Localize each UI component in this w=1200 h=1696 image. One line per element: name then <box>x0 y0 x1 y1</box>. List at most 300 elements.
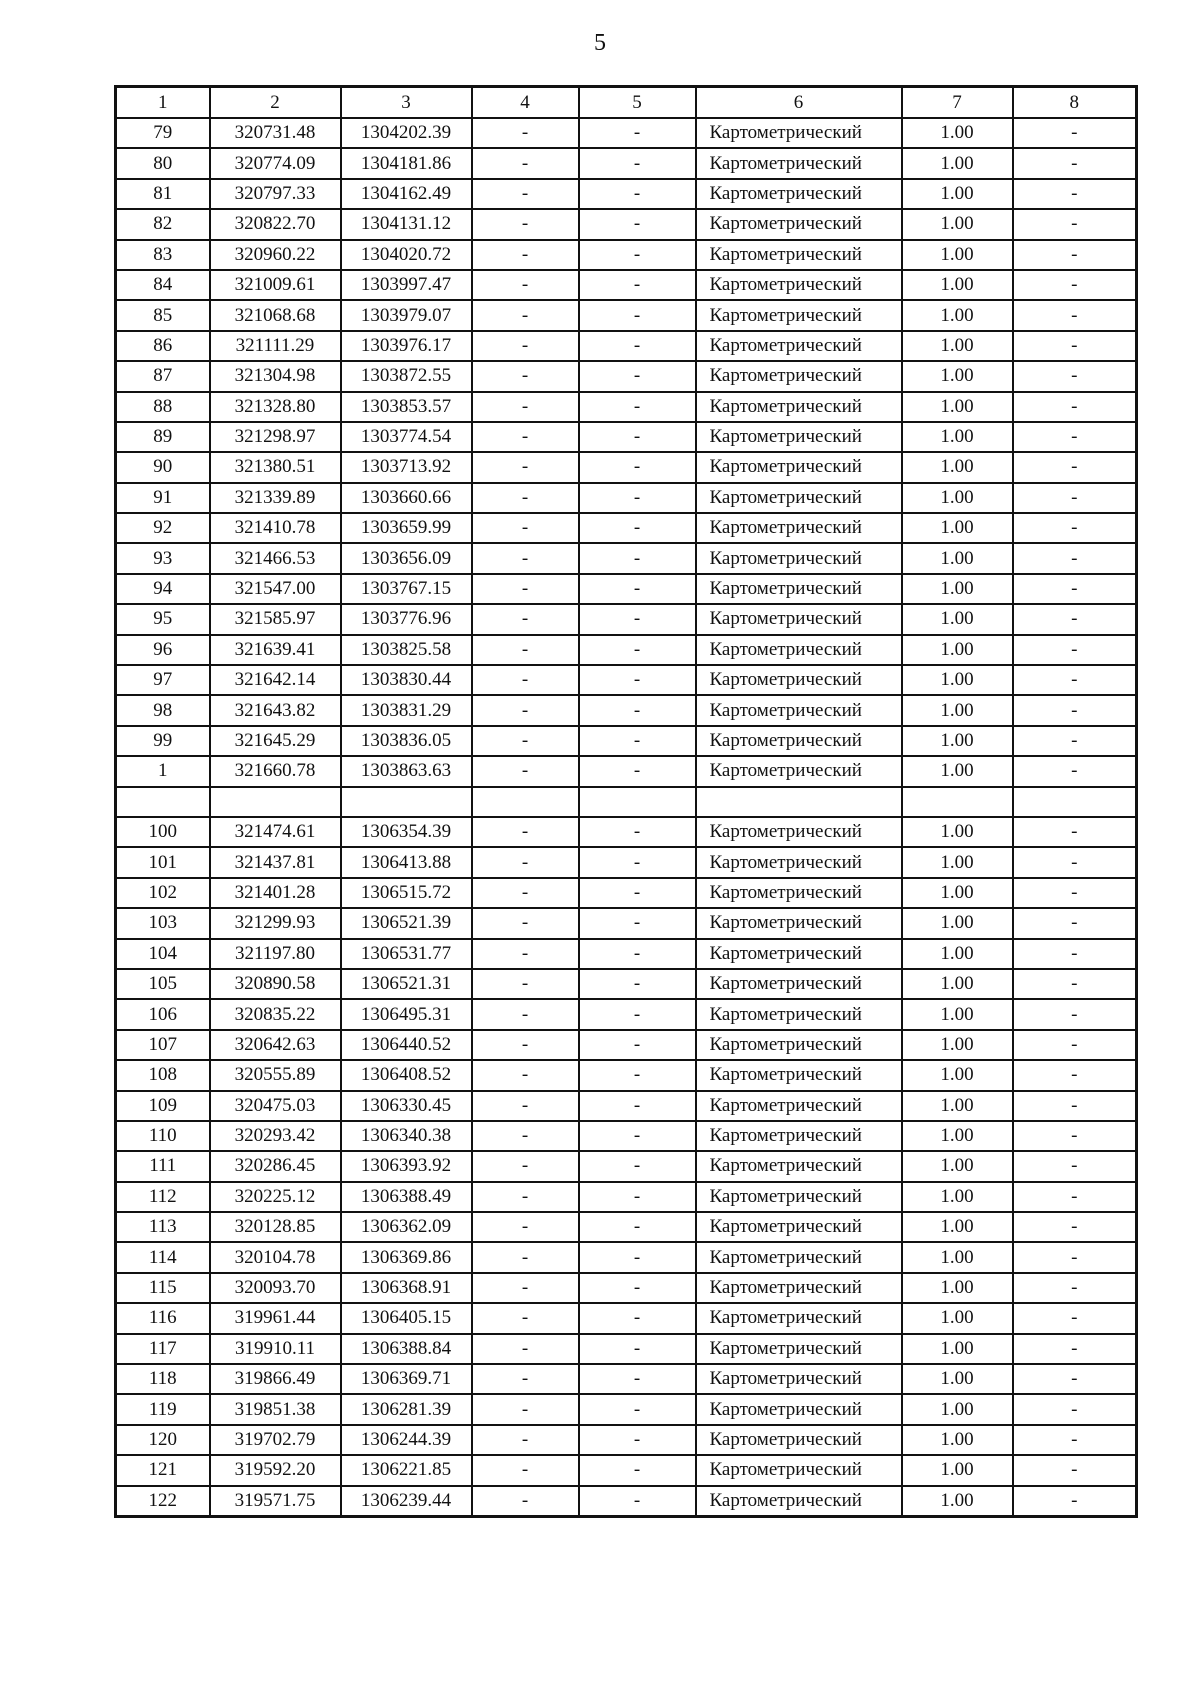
x-coordinate-cell: 321401.28 <box>210 878 341 908</box>
accuracy-cell: 1.00 <box>902 483 1013 513</box>
col-8-cell: - <box>1013 1394 1137 1424</box>
col-8-cell <box>1013 787 1137 817</box>
point-number-cell: 115 <box>116 1273 210 1303</box>
table-row <box>116 939 1137 969</box>
x-coordinate-cell: 320475.03 <box>210 1091 341 1121</box>
method-cell: Картометрический <box>696 908 902 938</box>
table-row <box>116 1151 1137 1181</box>
y-coordinate-cell: 1303774.54 <box>341 422 472 452</box>
coordinates-table <box>114 85 1138 1518</box>
method-cell: Картометрический <box>696 1273 902 1303</box>
col-8-cell: - <box>1013 392 1137 422</box>
accuracy-cell: 1.00 <box>902 422 1013 452</box>
table-row <box>116 1273 1137 1303</box>
table-row <box>116 513 1137 543</box>
accuracy-cell: 1.00 <box>902 1182 1013 1212</box>
y-coordinate-cell: 1304181.86 <box>341 148 472 178</box>
method-cell: Картометрический <box>696 999 902 1029</box>
table-row <box>116 817 1137 847</box>
method-cell <box>696 787 902 817</box>
col-4-cell: - <box>472 543 579 573</box>
x-coordinate-cell: 320835.22 <box>210 999 341 1029</box>
point-number-cell: 118 <box>116 1364 210 1394</box>
col-8-cell: - <box>1013 118 1137 148</box>
y-coordinate-cell: 1303776.96 <box>341 604 472 634</box>
y-coordinate-cell: 1306369.86 <box>341 1242 472 1272</box>
col-8-cell: - <box>1013 452 1137 482</box>
col-5-cell: - <box>579 665 696 695</box>
method-cell: Картометрический <box>696 1121 902 1151</box>
accuracy-cell: 1.00 <box>902 604 1013 634</box>
method-cell: Картометрический <box>696 1394 902 1424</box>
point-number-cell: 95 <box>116 604 210 634</box>
table-row <box>116 635 1137 665</box>
x-coordinate-cell: 321585.97 <box>210 604 341 634</box>
table-row <box>116 665 1137 695</box>
table-row <box>116 695 1137 725</box>
y-coordinate-cell: 1306388.49 <box>341 1182 472 1212</box>
table-row <box>116 908 1137 938</box>
y-coordinate-cell: 1303659.99 <box>341 513 472 543</box>
point-number-cell <box>116 787 210 817</box>
x-coordinate-cell: 321410.78 <box>210 513 341 543</box>
col-4-cell: - <box>472 483 579 513</box>
col-8-cell: - <box>1013 999 1137 1029</box>
point-number-cell: 116 <box>116 1303 210 1333</box>
y-coordinate-cell: 1306388.84 <box>341 1334 472 1364</box>
coordinates-table-container <box>114 85 1138 1518</box>
method-cell: Картометрический <box>696 878 902 908</box>
x-coordinate-cell: 320286.45 <box>210 1151 341 1181</box>
col-8-cell: - <box>1013 331 1137 361</box>
table-row <box>116 118 1137 148</box>
accuracy-cell: 1.00 <box>902 635 1013 665</box>
col-8-cell: - <box>1013 1212 1137 1242</box>
point-number-cell: 100 <box>116 817 210 847</box>
col-4-header: 4 <box>472 87 579 119</box>
col-4-cell: - <box>472 1334 579 1364</box>
table-row <box>116 878 1137 908</box>
x-coordinate-cell: 320104.78 <box>210 1242 341 1272</box>
col-5-cell <box>579 787 696 817</box>
y-coordinate-cell: 1303656.09 <box>341 543 472 573</box>
point-number-cell: 112 <box>116 1182 210 1212</box>
table-row <box>116 543 1137 573</box>
method-cell: Картометрический <box>696 331 902 361</box>
table-row <box>116 1242 1137 1272</box>
col-5-cell: - <box>579 1425 696 1455</box>
method-cell: Картометрический <box>696 817 902 847</box>
col-3-header: 3 <box>341 87 472 119</box>
table-row <box>116 1394 1137 1424</box>
x-coordinate-cell: 321639.41 <box>210 635 341 665</box>
x-coordinate-cell: 320093.70 <box>210 1273 341 1303</box>
point-number-cell: 81 <box>116 179 210 209</box>
col-5-cell: - <box>579 1273 696 1303</box>
col-5-cell: - <box>579 422 696 452</box>
col-5-cell: - <box>579 361 696 391</box>
y-coordinate-cell: 1306362.09 <box>341 1212 472 1242</box>
col-5-cell: - <box>579 908 696 938</box>
col-5-cell: - <box>579 1030 696 1060</box>
x-coordinate-cell: 320642.63 <box>210 1030 341 1060</box>
accuracy-cell: 1.00 <box>902 1364 1013 1394</box>
table-row <box>116 787 1137 817</box>
col-4-cell: - <box>472 604 579 634</box>
table-row <box>116 1182 1137 1212</box>
method-cell: Картометрический <box>696 574 902 604</box>
col-4-cell: - <box>472 665 579 695</box>
col-8-cell: - <box>1013 1121 1137 1151</box>
col-5-cell: - <box>579 1060 696 1090</box>
x-coordinate-cell: 320731.48 <box>210 118 341 148</box>
method-cell: Картометрический <box>696 1030 902 1060</box>
method-cell: Картометрический <box>696 361 902 391</box>
accuracy-cell: 1.00 <box>902 1030 1013 1060</box>
y-coordinate-cell: 1306340.38 <box>341 1121 472 1151</box>
point-number-cell: 89 <box>116 422 210 452</box>
accuracy-cell: 1.00 <box>902 756 1013 786</box>
point-number-cell: 96 <box>116 635 210 665</box>
table-header-row <box>116 87 1137 119</box>
accuracy-cell: 1.00 <box>902 1394 1013 1424</box>
method-cell: Картометрический <box>696 756 902 786</box>
col-4-cell: - <box>472 1182 579 1212</box>
col-5-cell: - <box>579 1242 696 1272</box>
x-coordinate-cell: 320774.09 <box>210 148 341 178</box>
point-number-cell: 105 <box>116 969 210 999</box>
table-row <box>116 847 1137 877</box>
method-cell: Картометрический <box>696 1060 902 1090</box>
col-5-cell: - <box>579 604 696 634</box>
col-5-cell: - <box>579 635 696 665</box>
page-number: 5 <box>594 30 606 56</box>
col-5-cell: - <box>579 1486 696 1517</box>
table-row <box>116 1425 1137 1455</box>
point-number-cell: 109 <box>116 1091 210 1121</box>
col-4-cell: - <box>472 695 579 725</box>
x-coordinate-cell: 321642.14 <box>210 665 341 695</box>
col-5-cell: - <box>579 513 696 543</box>
col-1-header: 1 <box>116 87 210 119</box>
point-number-cell: 97 <box>116 665 210 695</box>
col-4-cell: - <box>472 939 579 969</box>
col-8-cell: - <box>1013 1273 1137 1303</box>
col-5-cell: - <box>579 817 696 847</box>
accuracy-cell: 1.00 <box>902 452 1013 482</box>
y-coordinate-cell: 1306408.52 <box>341 1060 472 1090</box>
col-4-cell: - <box>472 179 579 209</box>
method-cell: Картометрический <box>696 969 902 999</box>
col-5-cell: - <box>579 1334 696 1364</box>
y-coordinate-cell: 1306405.15 <box>341 1303 472 1333</box>
x-coordinate-cell: 321380.51 <box>210 452 341 482</box>
table-row <box>116 999 1137 1029</box>
col-4-cell: - <box>472 726 579 756</box>
x-coordinate-cell: 321437.81 <box>210 847 341 877</box>
col-8-cell: - <box>1013 756 1137 786</box>
y-coordinate-cell: 1303713.92 <box>341 452 472 482</box>
x-coordinate-cell: 321328.80 <box>210 392 341 422</box>
table-row <box>116 756 1137 786</box>
table-row <box>116 392 1137 422</box>
y-coordinate-cell: 1306330.45 <box>341 1091 472 1121</box>
table-row <box>116 969 1137 999</box>
method-cell: Картометрический <box>696 1182 902 1212</box>
method-cell: Картометрический <box>696 1486 902 1517</box>
col-8-cell: - <box>1013 1182 1137 1212</box>
point-number-cell: 108 <box>116 1060 210 1090</box>
col-4-cell: - <box>472 270 579 300</box>
y-coordinate-cell: 1303979.07 <box>341 300 472 330</box>
col-4-cell: - <box>472 1303 579 1333</box>
col-8-cell: - <box>1013 209 1137 239</box>
table-row <box>116 300 1137 330</box>
method-cell: Картометрический <box>696 604 902 634</box>
accuracy-cell: 1.00 <box>902 1060 1013 1090</box>
col-8-cell: - <box>1013 726 1137 756</box>
col-5-cell: - <box>579 999 696 1029</box>
y-coordinate-cell: 1306413.88 <box>341 847 472 877</box>
x-coordinate-cell <box>210 787 341 817</box>
method-cell: Картометрический <box>696 240 902 270</box>
col-5-cell: - <box>579 1182 696 1212</box>
accuracy-cell: 1.00 <box>902 695 1013 725</box>
point-number-cell: 101 <box>116 847 210 877</box>
x-coordinate-cell: 321068.68 <box>210 300 341 330</box>
point-number-cell: 119 <box>116 1394 210 1424</box>
accuracy-cell: 1.00 <box>902 543 1013 573</box>
x-coordinate-cell: 320797.33 <box>210 179 341 209</box>
col-8-cell: - <box>1013 574 1137 604</box>
point-number-cell: 82 <box>116 209 210 239</box>
x-coordinate-cell: 319702.79 <box>210 1425 341 1455</box>
y-coordinate-cell: 1303997.47 <box>341 270 472 300</box>
col-5-cell: - <box>579 847 696 877</box>
col-4-cell: - <box>472 1273 579 1303</box>
table-row <box>116 1212 1137 1242</box>
accuracy-cell: 1.00 <box>902 939 1013 969</box>
col-4-cell: - <box>472 1212 579 1242</box>
col-5-cell: - <box>579 1212 696 1242</box>
x-coordinate-cell: 321645.29 <box>210 726 341 756</box>
method-cell: Картометрический <box>696 665 902 695</box>
point-number-cell: 92 <box>116 513 210 543</box>
col-4-cell: - <box>472 361 579 391</box>
accuracy-cell: 1.00 <box>902 665 1013 695</box>
y-coordinate-cell: 1306521.39 <box>341 908 472 938</box>
col-5-cell: - <box>579 574 696 604</box>
point-number-cell: 113 <box>116 1212 210 1242</box>
col-5-cell: - <box>579 148 696 178</box>
y-coordinate-cell: 1306393.92 <box>341 1151 472 1181</box>
col-4-cell: - <box>472 1425 579 1455</box>
method-cell: Картометрический <box>696 513 902 543</box>
col-8-cell: - <box>1013 1334 1137 1364</box>
col-4-cell: - <box>472 1151 579 1181</box>
x-coordinate-cell: 321474.61 <box>210 817 341 847</box>
table-row <box>116 452 1137 482</box>
accuracy-cell: 1.00 <box>902 1212 1013 1242</box>
col-8-cell: - <box>1013 1060 1137 1090</box>
x-coordinate-cell: 321547.00 <box>210 574 341 604</box>
col-4-cell: - <box>472 209 579 239</box>
table-row <box>116 1364 1137 1394</box>
col-2-header: 2 <box>210 87 341 119</box>
method-cell: Картометрический <box>696 422 902 452</box>
col-8-cell: - <box>1013 908 1137 938</box>
accuracy-cell: 1.00 <box>902 1242 1013 1272</box>
accuracy-cell: 1.00 <box>902 847 1013 877</box>
col-8-cell: - <box>1013 1030 1137 1060</box>
col-8-cell: - <box>1013 847 1137 877</box>
y-coordinate-cell: 1306244.39 <box>341 1425 472 1455</box>
col-8-cell: - <box>1013 361 1137 391</box>
table-row <box>116 148 1137 178</box>
x-coordinate-cell: 320822.70 <box>210 209 341 239</box>
y-coordinate-cell: 1303836.05 <box>341 726 472 756</box>
col-8-cell: - <box>1013 969 1137 999</box>
col-8-cell: - <box>1013 817 1137 847</box>
table-row <box>116 1091 1137 1121</box>
method-cell: Картометрический <box>696 635 902 665</box>
accuracy-cell: 1.00 <box>902 1273 1013 1303</box>
col-5-cell: - <box>579 179 696 209</box>
col-8-cell: - <box>1013 1425 1137 1455</box>
col-8-cell: - <box>1013 1242 1137 1272</box>
point-number-cell: 106 <box>116 999 210 1029</box>
col-5-header: 5 <box>579 87 696 119</box>
x-coordinate-cell: 319571.75 <box>210 1486 341 1517</box>
method-cell: Картометрический <box>696 1212 902 1242</box>
y-coordinate-cell: 1303976.17 <box>341 331 472 361</box>
x-coordinate-cell: 319866.49 <box>210 1364 341 1394</box>
accuracy-cell: 1.00 <box>902 817 1013 847</box>
method-cell: Картометрический <box>696 1334 902 1364</box>
col-5-cell: - <box>579 756 696 786</box>
col-4-cell: - <box>472 422 579 452</box>
point-number-cell: 85 <box>116 300 210 330</box>
accuracy-cell: 1.00 <box>902 148 1013 178</box>
point-number-cell: 94 <box>116 574 210 604</box>
col-5-cell: - <box>579 1364 696 1394</box>
col-4-cell: - <box>472 999 579 1029</box>
x-coordinate-cell: 319961.44 <box>210 1303 341 1333</box>
y-coordinate-cell: 1306531.77 <box>341 939 472 969</box>
col-6-header: 6 <box>696 87 902 119</box>
col-4-cell: - <box>472 1455 579 1485</box>
accuracy-cell: 1.00 <box>902 726 1013 756</box>
y-coordinate-cell: 1306239.44 <box>341 1486 472 1517</box>
col-5-cell: - <box>579 1394 696 1424</box>
point-number-cell: 93 <box>116 543 210 573</box>
accuracy-cell: 1.00 <box>902 1091 1013 1121</box>
point-number-cell: 88 <box>116 392 210 422</box>
col-8-cell: - <box>1013 179 1137 209</box>
method-cell: Картометрический <box>696 118 902 148</box>
point-number-cell: 83 <box>116 240 210 270</box>
col-8-cell: - <box>1013 695 1137 725</box>
x-coordinate-cell: 320890.58 <box>210 969 341 999</box>
point-number-cell: 98 <box>116 695 210 725</box>
x-coordinate-cell: 320128.85 <box>210 1212 341 1242</box>
table-row <box>116 604 1137 634</box>
col-4-cell: - <box>472 817 579 847</box>
x-coordinate-cell: 319592.20 <box>210 1455 341 1485</box>
point-number-cell: 117 <box>116 1334 210 1364</box>
col-4-cell: - <box>472 118 579 148</box>
method-cell: Картометрический <box>696 1364 902 1394</box>
accuracy-cell: 1.00 <box>902 1486 1013 1517</box>
x-coordinate-cell: 320293.42 <box>210 1121 341 1151</box>
y-coordinate-cell: 1306369.71 <box>341 1364 472 1394</box>
accuracy-cell: 1.00 <box>902 331 1013 361</box>
col-8-cell: - <box>1013 635 1137 665</box>
col-5-cell: - <box>579 270 696 300</box>
x-coordinate-cell: 320555.89 <box>210 1060 341 1090</box>
x-coordinate-cell: 321197.80 <box>210 939 341 969</box>
method-cell: Картометрический <box>696 392 902 422</box>
point-number-cell: 120 <box>116 1425 210 1455</box>
col-4-cell: - <box>472 1091 579 1121</box>
col-5-cell: - <box>579 1455 696 1485</box>
col-8-cell: - <box>1013 543 1137 573</box>
col-8-cell: - <box>1013 483 1137 513</box>
point-number-cell: 110 <box>116 1121 210 1151</box>
table-row <box>116 270 1137 300</box>
y-coordinate-cell: 1303853.57 <box>341 392 472 422</box>
x-coordinate-cell: 320225.12 <box>210 1182 341 1212</box>
table-row <box>116 1486 1137 1517</box>
method-cell: Картометрический <box>696 270 902 300</box>
method-cell: Картометрический <box>696 1425 902 1455</box>
method-cell: Картометрический <box>696 1242 902 1272</box>
y-coordinate-cell: 1303660.66 <box>341 483 472 513</box>
method-cell: Картометрический <box>696 148 902 178</box>
col-8-cell: - <box>1013 148 1137 178</box>
point-number-cell: 90 <box>116 452 210 482</box>
x-coordinate-cell: 321299.93 <box>210 908 341 938</box>
accuracy-cell: 1.00 <box>902 209 1013 239</box>
x-coordinate-cell: 321304.98 <box>210 361 341 391</box>
col-5-cell: - <box>579 1151 696 1181</box>
accuracy-cell: 1.00 <box>902 1151 1013 1181</box>
col-4-cell: - <box>472 574 579 604</box>
y-coordinate-cell: 1306221.85 <box>341 1455 472 1485</box>
col-5-cell: - <box>579 209 696 239</box>
col-8-cell: - <box>1013 513 1137 543</box>
method-cell: Картометрический <box>696 695 902 725</box>
method-cell: Картометрический <box>696 726 902 756</box>
col-4-cell: - <box>472 969 579 999</box>
y-coordinate-cell: 1304202.39 <box>341 118 472 148</box>
col-4-cell: - <box>472 635 579 665</box>
point-number-cell: 102 <box>116 878 210 908</box>
col-4-cell: - <box>472 1030 579 1060</box>
col-8-header: 8 <box>1013 87 1137 119</box>
col-4-cell: - <box>472 1486 579 1517</box>
accuracy-cell: 1.00 <box>902 878 1013 908</box>
col-4-cell: - <box>472 331 579 361</box>
point-number-cell: 104 <box>116 939 210 969</box>
accuracy-cell: 1.00 <box>902 361 1013 391</box>
point-number-cell: 79 <box>116 118 210 148</box>
y-coordinate-cell: 1303767.15 <box>341 574 472 604</box>
col-8-cell: - <box>1013 939 1137 969</box>
point-number-cell: 111 <box>116 1151 210 1181</box>
method-cell: Картометрический <box>696 1303 902 1333</box>
y-coordinate-cell: 1306368.91 <box>341 1273 472 1303</box>
